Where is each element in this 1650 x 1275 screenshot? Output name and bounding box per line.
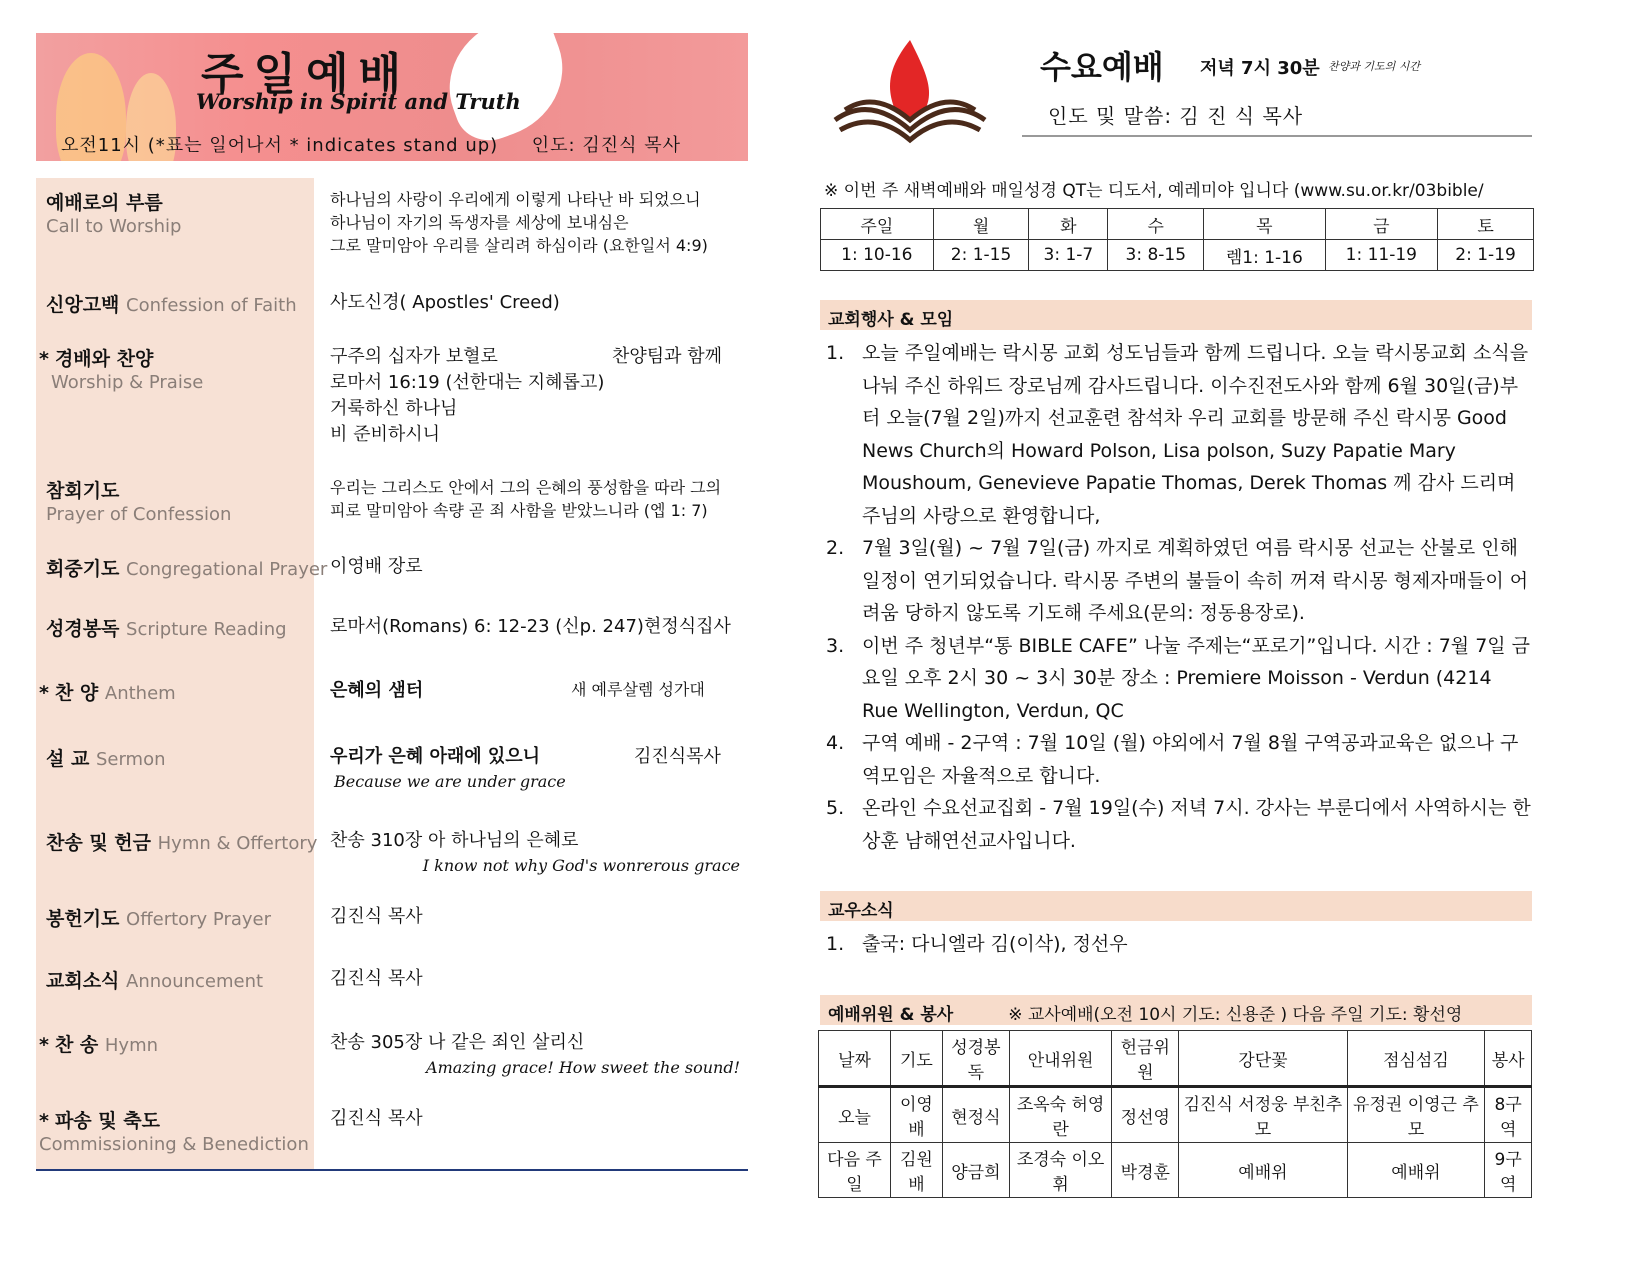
- order-line: 우리가 은혜 아래에 있으니: [330, 746, 541, 767]
- order-extra: 현정식집사: [644, 616, 731, 637]
- service-title: 예배위원 & 봉사: [828, 1005, 954, 1025]
- order-of-worship: [36, 178, 748, 1171]
- service-header: 기도: [891, 1031, 943, 1087]
- service-cell: 정선영: [1112, 1087, 1179, 1143]
- order-label-en: Hymn: [104, 1035, 159, 1056]
- order-label: [46, 614, 287, 641]
- qt-note: ※ 이번 주 새벽예배와 매일성경 QT는 디도서, 예레미야 입니다 (www.su.or.kr/03bible/: [824, 181, 1484, 201]
- service-header: 헌금위원: [1112, 1031, 1179, 1087]
- item-text: 7월 3일(월) ~ 7월 7일(금) 까지로 계획하였던 여름 락시몽 선교는 산불로 인해 일정이 연기되었습니다. 락시몽 주변의 불들이 속히 꺼져 락시몽 형제자매들이 어려움 당하지 않도록 기도해 주세요(문의: 정동용장로).: [862, 537, 1529, 624]
- qt-cell: 월: [933, 209, 1029, 240]
- order-label-ko: 설 교: [46, 748, 90, 770]
- order-line: 거룩하신 하나님: [330, 398, 458, 420]
- order-label: [46, 476, 231, 525]
- qt-cell: 2: 1-19: [1438, 240, 1534, 271]
- qt-cell: 렘1: 1-16: [1204, 240, 1325, 271]
- order-label: [46, 188, 181, 237]
- order-label-en: Worship & Praise: [51, 372, 204, 393]
- order-extra: 찬양팀과 함께: [612, 346, 723, 367]
- order-label-ko: 봉헌기도: [46, 908, 120, 930]
- order-line: 김진식 목사: [330, 1108, 423, 1129]
- order-content: [330, 554, 740, 580]
- service-table: [818, 1030, 1532, 1198]
- item-number: 5.: [826, 797, 845, 819]
- order-label-ko: 찬송 및 헌금: [46, 832, 151, 854]
- order-line: 사도신경( Apostles' Creed): [330, 292, 560, 313]
- order-line: 은혜의 샘터: [330, 680, 424, 701]
- order-label: [46, 828, 317, 855]
- service-cell: 김원배: [891, 1143, 943, 1198]
- service-cell: 오늘: [819, 1087, 891, 1143]
- order-line: 로마서 16:19 (선한대는 지혜롭고): [330, 372, 605, 394]
- list-item: [826, 792, 1531, 857]
- order-content: [330, 290, 740, 316]
- order-content: [330, 904, 740, 930]
- order-content: [330, 828, 740, 877]
- order-label-en: Commissioning & Benediction: [39, 1134, 309, 1155]
- order-label-ko: 참회기도: [46, 480, 120, 502]
- order-line: 김진식 목사: [330, 968, 423, 989]
- qt-cell: 목: [1204, 209, 1325, 240]
- item-text: 오늘 주일예배는 락시몽 교회 성도님들과 함께 드립니다. 오늘 락시몽교회 소식을 나눠 주신 하워드 장로님께 감사드립니다. 이수진전도사와 함께 6월 30일(금)부터 오늘(7월 2일)까지 선교훈련 참석차 우리 교회를 방문해 주신 락시몽 Good News Church의 Howard Polson, Lisa polson, Suzy Papatie Mary Moushoum, Genevieve Papatie Thomas, Derek Thomas 께 감사 드리며 주님의 사랑으로 환영합니다,: [862, 342, 1529, 527]
- order-label: [46, 744, 166, 771]
- order-label: [39, 678, 176, 705]
- service-cell: 김진식 서정웅 부친추모: [1179, 1087, 1347, 1143]
- order-line: 찬송 310장 아 하나님의 은혜로: [330, 830, 579, 851]
- service-cell: 8구역: [1485, 1087, 1532, 1143]
- qt-row: [821, 240, 1534, 271]
- events-heading: 교회행사 & 모임: [820, 300, 1532, 330]
- item-number: 1.: [826, 342, 845, 364]
- wednesday-title: 수요예배: [1040, 48, 1164, 86]
- sunday-header-banner: [36, 33, 748, 161]
- item-text: 이번 주 청년부“통 BIBLE CAFE” 나눌 주제는“포로기”입니다. 시간 : 7월 7일 금요일 오후 2시 30 ~ 3시 30분 장소 : Premiere Moisson - Verdun (4214 Rue Wellington, Verdun, QC: [862, 634, 1531, 722]
- order-label-en: Confession of Faith: [126, 295, 297, 316]
- order-label-ko: 예배로의 부름: [46, 192, 163, 214]
- list-item: [826, 727, 1531, 792]
- order-label-en: Scripture Reading: [126, 619, 287, 640]
- order-label: [46, 966, 263, 993]
- order-content: [330, 476, 740, 522]
- list-item: [826, 337, 1531, 532]
- order-label-en: Prayer of Confession: [46, 504, 232, 525]
- order-line: 하나님이 자기의 독생자를 세상에 보내심은: [330, 213, 629, 233]
- qt-cell: 1: 11-19: [1325, 240, 1438, 271]
- qt-cell: 3: 1-7: [1029, 240, 1108, 271]
- wednesday-leader: 인도 및 말씀: 김 진 식 목사: [1048, 104, 1304, 128]
- order-line: 하나님의 사랑이 우리에게 이렇게 나타난 바 되었으니: [330, 190, 701, 209]
- service-heading: [820, 995, 1532, 1025]
- qt-cell: 토: [1438, 209, 1534, 240]
- order-extra: 김진식목사: [634, 746, 721, 767]
- service-cell: 유정권 이영근 추모: [1347, 1087, 1485, 1143]
- stand-marker: *: [39, 1110, 49, 1132]
- wednesday-time: 저녁 7시 30분: [1200, 58, 1320, 79]
- order-label-en: Sermon: [95, 749, 166, 770]
- service-row: [819, 1143, 1532, 1198]
- qt-cell: 1: 10-16: [821, 240, 934, 271]
- order-line: 이영배 장로: [330, 556, 423, 577]
- qt-cell: 2: 1-15: [933, 240, 1029, 271]
- service-header: 봉사: [1485, 1031, 1532, 1087]
- order-label-en: Anthem: [104, 683, 176, 704]
- order-label-ko: 찬 양: [54, 682, 99, 704]
- order-subline: I know not why God's wonrerous grace: [422, 856, 740, 876]
- order-label-ko: 경배와 찬양: [54, 348, 154, 370]
- service-cell: 조옥숙 허영란: [1009, 1087, 1111, 1143]
- qt-row: [821, 209, 1534, 240]
- service-cell: 조경숙 이오휘: [1009, 1143, 1111, 1198]
- order-content: [330, 1030, 740, 1079]
- order-content: [330, 1106, 740, 1132]
- order-extra: 새 예루살렘 성가대: [571, 680, 705, 699]
- order-label: [46, 904, 271, 931]
- item-number: 3.: [826, 634, 845, 657]
- order-label: [39, 1106, 309, 1155]
- order-content: [330, 188, 740, 258]
- item-number: 4.: [826, 732, 845, 754]
- wednesday-script: 찬양과 기도의 시간: [1328, 60, 1421, 73]
- item-text: 온라인 수요선교집회 - 7월 19일(수) 저녁 7시. 강사는 부룬디에서 사역하시는 한상훈 남해연선교사입니다.: [862, 797, 1531, 852]
- order-label-ko: 교회소식: [46, 970, 120, 992]
- order-label-ko: 찬 송: [54, 1034, 99, 1056]
- order-line: 로마서(Romans) 6: 12-23 (신p. 247): [330, 616, 644, 637]
- service-header: 성경봉독: [942, 1031, 1009, 1087]
- stand-marker: *: [39, 348, 49, 370]
- service-cell: 양금희: [942, 1143, 1009, 1198]
- service-note: ※ 교사예배(오전 10시 기도: 신용준 ) 다음 주일 기도: 황선영: [1008, 1005, 1463, 1025]
- order-subline: Because we are under grace: [334, 772, 566, 792]
- order-label: [46, 554, 327, 581]
- service-cell: 예배위: [1347, 1143, 1485, 1198]
- sunday-title: 주일예배: [201, 49, 412, 100]
- order-label-ko: 파송 및 축도: [54, 1110, 160, 1132]
- order-line: 김진식 목사: [330, 906, 423, 927]
- qt-cell: 금: [1325, 209, 1438, 240]
- service-cell: 현정식: [942, 1087, 1009, 1143]
- sunday-subtitle: Worship in Spirit and Truth: [196, 89, 521, 114]
- service-cell: 박경훈: [1112, 1143, 1179, 1198]
- service-cell: 예배위: [1179, 1143, 1347, 1198]
- order-line: 그로 말미암아 우리를 살리려 하심이라 (요한일서 4:9): [330, 236, 708, 256]
- order-line: 피로 말미암아 속량 곧 죄 사함을 받았느니라 (엡 1: 7): [330, 501, 708, 521]
- news-heading: 교우소식: [820, 891, 1532, 921]
- order-line: 찬송 305장 나 같은 죄인 살리신: [330, 1032, 585, 1053]
- order-label-en: Congregational Prayer: [126, 559, 328, 580]
- order-line: 비 준비하시니: [330, 424, 441, 446]
- order-line: 구주의 십자가 보혈로: [330, 346, 498, 367]
- order-subline: Amazing grace! How sweet the sound!: [426, 1058, 740, 1078]
- events-list: [826, 337, 1531, 857]
- order-line: 우리는 그리스도 안에서 그의 은혜의 풍성함을 따라 그의: [330, 478, 722, 497]
- list-item: [826, 928, 1531, 961]
- item-number: 2.: [826, 537, 845, 559]
- qt-cell: 3: 8-15: [1108, 240, 1204, 271]
- order-label-ko: 회중기도: [46, 558, 120, 580]
- stand-marker: *: [39, 682, 49, 704]
- order-label: [39, 344, 203, 393]
- sunday-info: 오전11시 (*표는 일어나서 * indicates stand up) 인도: 김진식 목사: [61, 135, 682, 156]
- qt-cell: 주일: [821, 209, 934, 240]
- service-header-row: [819, 1031, 1532, 1087]
- order-label-ko: 성경봉독: [46, 618, 120, 640]
- service-row: [819, 1087, 1532, 1143]
- order-label-ko: 신앙고백: [46, 294, 120, 316]
- qt-table: [820, 208, 1534, 271]
- order-label: [46, 290, 297, 317]
- order-label-en: Call to Worship: [46, 216, 182, 237]
- order-label-en: Offertory Prayer: [126, 909, 272, 930]
- order-label-en: Hymn & Offertory: [157, 833, 318, 854]
- qt-cell: 수: [1108, 209, 1204, 240]
- service-header: 안내위원: [1009, 1031, 1111, 1087]
- order-label: [39, 1030, 158, 1057]
- item-number: 1.: [826, 933, 845, 955]
- service-cell: 9구역: [1485, 1143, 1532, 1198]
- divider: [1022, 135, 1532, 137]
- order-content: [330, 966, 740, 992]
- service-cell: 이영배: [891, 1087, 943, 1143]
- stand-marker: *: [39, 1034, 49, 1056]
- item-text: 출국: 다니엘라 김(이삭), 정선우: [862, 933, 1128, 955]
- service-cell: 다음 주일: [819, 1143, 891, 1198]
- qt-cell: 화: [1029, 209, 1108, 240]
- service-header: 날짜: [819, 1031, 891, 1087]
- item-text: 구역 예배 - 2구역 : 7월 10일 (월) 야외에서 7월 8월 구역공과교육은 없으나 구역모임은 자율적으로 합니다.: [862, 732, 1519, 787]
- list-item: [826, 532, 1531, 630]
- service-header: 강단꽃: [1179, 1031, 1347, 1087]
- order-label-en: Announcement: [126, 971, 264, 992]
- church-logo-icon: [830, 35, 990, 145]
- service-header: 점심섬김: [1347, 1031, 1485, 1087]
- news-list: [826, 928, 1531, 961]
- list-item: [826, 630, 1531, 728]
